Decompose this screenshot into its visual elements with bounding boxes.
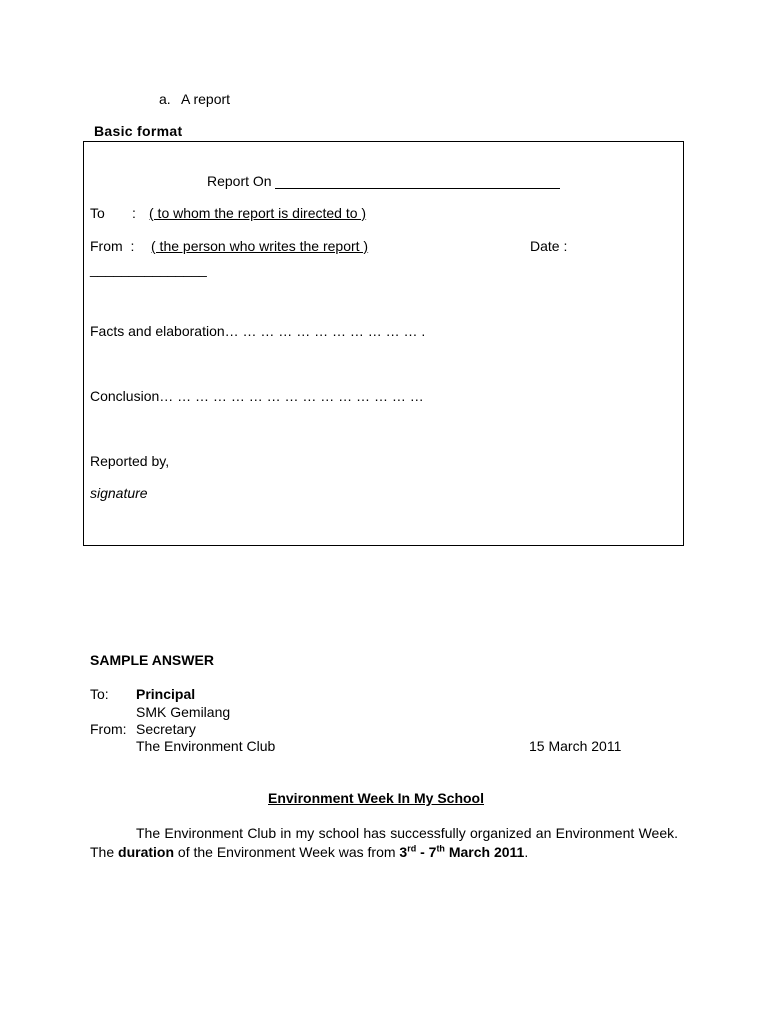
paragraph-text-2: of the Environment Week was from — [174, 844, 400, 860]
list-marker: a. — [159, 91, 171, 107]
to-placeholder: ( to whom the report is directed to ) — [149, 205, 367, 221]
paragraph-end: . — [524, 844, 529, 860]
reported-by: Reported by, — [90, 453, 170, 469]
paragraph-dash-day-end: - 7 — [416, 844, 437, 860]
to-colon: : — [132, 205, 136, 221]
to-label: To — [90, 205, 105, 221]
from-placeholder: ( the person who writes the report ) — [151, 238, 369, 254]
conclusion-line: Conclusion… … … … … … … … … … … … … … … — [90, 388, 424, 404]
sample-to-label: To: — [90, 686, 109, 702]
report-on-blank-line — [275, 188, 560, 189]
sample-paragraph — [90, 824, 678, 862]
report-format-box — [83, 141, 684, 546]
sample-to-school: SMK Gemilang — [136, 704, 231, 720]
sample-from-club: The Environment Club — [136, 738, 276, 754]
signature: signature — [90, 485, 148, 501]
sample-report-title: Environment Week In My School — [268, 790, 485, 806]
basic-format-heading: Basic format — [94, 123, 183, 139]
date-blank-line: _______________ — [90, 261, 207, 277]
section-title: A report — [181, 91, 231, 107]
sample-answer-heading: SAMPLE ANSWER — [90, 652, 214, 668]
paragraph-month: March 2011 — [444, 844, 525, 860]
paragraph-day-start: 3 — [399, 844, 408, 860]
sample-from-label: From: — [90, 721, 127, 737]
paragraph-text-1: The Environment Club in my school has successfully organized an Environment Week. The — [90, 825, 678, 860]
date-label: Date : — [530, 238, 568, 254]
paragraph-sup-rd: rd — [407, 843, 417, 854]
paragraph-sup-th: th — [436, 843, 445, 854]
report-on-label: Report On — [207, 173, 272, 189]
from-label: From : — [90, 238, 135, 254]
paragraph-bold-duration: duration — [118, 844, 175, 860]
sample-to-name: Principal — [136, 686, 196, 702]
sample-date: 15 March 2011 — [529, 738, 622, 754]
facts-line: Facts and elaboration… … … … … … … … … … … . — [90, 323, 426, 339]
sample-from-name: Secretary — [136, 721, 196, 737]
